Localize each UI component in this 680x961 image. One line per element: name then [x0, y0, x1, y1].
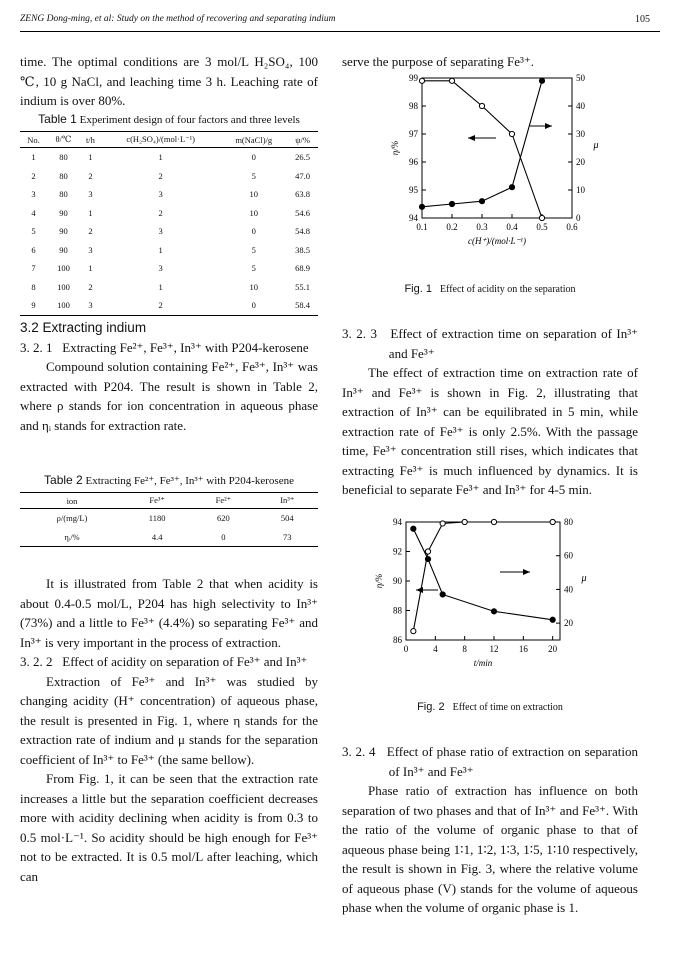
- table-cell: 90: [59, 244, 68, 255]
- table-cell: 8: [31, 281, 36, 292]
- table1-label: Table 1: [38, 112, 77, 126]
- x-tick-label: 0.6: [566, 222, 578, 232]
- section-number: 3. 2. 1: [20, 339, 53, 355]
- table-cell: 1: [88, 263, 93, 274]
- table-cell: 1: [158, 152, 163, 163]
- series-line: [422, 81, 542, 207]
- table-cell: 58.4: [295, 300, 311, 311]
- table-cell: 3: [88, 189, 93, 200]
- table-header-cell: θ/℃: [55, 134, 72, 144]
- table-row: [20, 509, 318, 528]
- data-point: [425, 549, 430, 554]
- y2-tick-label: 30: [576, 129, 585, 139]
- table2: [20, 473, 318, 547]
- table-row: [20, 259, 318, 278]
- data-point: [479, 199, 484, 204]
- y2-tick-label: 80: [564, 517, 573, 527]
- y2-tick-label: 10: [576, 185, 585, 195]
- series-line: [413, 522, 552, 631]
- table-cell: 54.8: [295, 226, 311, 237]
- table-cell: 90: [59, 226, 68, 237]
- data-point: [411, 629, 416, 634]
- data-point: [509, 185, 514, 190]
- table-cell: 0: [251, 152, 256, 163]
- data-point: [419, 78, 424, 83]
- section-title: Extracting Fe²⁺, Fe³⁺, In³⁺ with P204-kerosene: [62, 339, 309, 355]
- table-header-cell: Fe³⁺: [149, 495, 165, 505]
- x-axis-label: c(H⁺)/(mol·L⁻¹): [468, 236, 526, 246]
- table-cell: 80: [59, 152, 68, 163]
- table-row: [20, 241, 318, 260]
- table-header-cell: m(NaCl)/g: [235, 134, 273, 145]
- table-cell: 620: [217, 513, 230, 524]
- data-point: [539, 215, 544, 220]
- data-point: [419, 204, 424, 209]
- y-tick-label: 92: [393, 546, 402, 557]
- table-row: [20, 278, 318, 297]
- page-number: 105: [635, 14, 650, 25]
- data-point: [509, 131, 514, 136]
- left-column: [20, 52, 318, 111]
- y-tick-label: 94: [409, 213, 418, 223]
- section-title: Effect of acidity on separation of Fe³⁺ and In³⁺: [62, 654, 308, 669]
- y-tick-label: 98: [409, 101, 418, 111]
- table-cell: 4.4: [151, 531, 163, 542]
- table-cell: 5: [251, 170, 256, 181]
- table-cell: 1: [88, 152, 93, 163]
- table-cell: 1: [158, 281, 163, 292]
- y-tick-label: 88: [393, 605, 402, 616]
- table-header-cell: t/h: [85, 134, 95, 145]
- plot-frame: [422, 78, 572, 218]
- table-header-cell: ψ/%: [295, 134, 310, 145]
- paragraph-continue: serve the purpose of separating Fe³⁺.: [342, 54, 534, 69]
- y-axis-label: η/%: [390, 140, 400, 156]
- table-row: [20, 222, 318, 241]
- table-cell: 100: [57, 263, 70, 274]
- y2-tick-label: 20: [564, 618, 573, 629]
- table-cell: 10: [249, 207, 258, 218]
- table2-caption: [20, 473, 318, 488]
- section-number: 3. 2. 4: [342, 744, 376, 759]
- table-row: [20, 167, 318, 186]
- table-cell: 0: [251, 226, 256, 237]
- table-cell: 1180: [148, 513, 166, 524]
- intro-paragraph: time. The optimal conditions are 3 mol/L H₂SO₄, 100 ℃, 10 g NaCl, and leaching time 3 h. Leaching rate of indium is over 80%.: [20, 54, 318, 108]
- x-tick-label: 0.4: [506, 222, 518, 232]
- x-tick-label: 8: [462, 644, 467, 654]
- data-point: [440, 521, 445, 526]
- table-row: [20, 185, 318, 204]
- left-column-3: [20, 574, 318, 886]
- table-cell: 2: [88, 281, 93, 292]
- table-cell: 47.0: [295, 170, 311, 181]
- table-cell: 1: [88, 207, 93, 218]
- table-cell: 3: [158, 263, 163, 274]
- data-point: [440, 592, 445, 597]
- table-cell: 5: [251, 263, 256, 274]
- table-cell: 100: [57, 281, 70, 292]
- table-cell: ρ/(mg/L): [56, 513, 88, 524]
- table-cell: 90: [59, 207, 68, 218]
- fig2-chart: [374, 512, 610, 677]
- table-cell: 7: [31, 263, 36, 274]
- table-cell: 26.5: [295, 152, 311, 163]
- plot-frame: [406, 522, 560, 640]
- header-rule: [20, 31, 660, 32]
- table-cell: 80: [59, 170, 68, 181]
- fig2-caption: [342, 701, 638, 713]
- paragraph-3-2-1: Compound solution containing Fe²⁺, Fe³⁺, In³⁺ was extracted with P204. The result is shown in Table 2, where ρ stands for ion concentration in aqueous phase and ηᵢ stands for extraction rate.: [20, 359, 318, 433]
- y2-axis-label: μ: [581, 573, 587, 584]
- section-3-2-1-heading: [20, 338, 318, 358]
- table-cell: 2: [31, 170, 36, 181]
- running-title: ZENG Dong-ming, et al: Study on the method of recovering and separating indium: [20, 14, 336, 24]
- table2-grid: [20, 492, 318, 547]
- table-cell: 73: [283, 531, 292, 542]
- table-header-cell: ion: [66, 495, 78, 506]
- section-title: Effect of phase ratio of extraction on separation of In³⁺ and Fe³⁺: [386, 744, 638, 779]
- data-point: [550, 617, 555, 622]
- y-tick-label: 99: [409, 73, 418, 83]
- y2-tick-label: 20: [576, 157, 585, 167]
- table-cell: 10: [249, 189, 258, 200]
- table-cell: 38.5: [295, 244, 311, 255]
- y-tick-label: 95: [409, 185, 418, 195]
- section-3-2-3-heading: [342, 324, 638, 363]
- section-3-2-2-heading: [20, 652, 318, 672]
- data-point: [462, 519, 467, 524]
- table-cell: 4: [31, 207, 36, 218]
- table-cell: 2: [88, 170, 93, 181]
- section-title: Effect of extraction time on separation of In³⁺ and Fe³⁺: [388, 326, 639, 361]
- fig1-chart: [380, 70, 610, 265]
- x-tick-label: 0: [403, 644, 409, 654]
- table-cell: ηᵢ/%: [64, 531, 80, 542]
- table-cell: 68.9: [295, 263, 311, 274]
- y2-axis-label: μ: [593, 140, 599, 151]
- right-column-3: [342, 742, 638, 918]
- table-cell: 2: [158, 300, 163, 311]
- table-cell: 3: [88, 300, 93, 311]
- table-cell: 0: [221, 531, 226, 542]
- table-cell: 3: [88, 244, 93, 255]
- table-cell: 2: [88, 226, 93, 237]
- data-point: [411, 526, 416, 531]
- y2-tick-label: 50: [576, 73, 585, 83]
- table1-caption: [20, 112, 318, 127]
- table-cell: 2: [158, 170, 163, 181]
- x-axis-label: t/min: [473, 658, 493, 668]
- table-cell: 10: [249, 281, 258, 292]
- table-cell: 5: [251, 244, 256, 255]
- data-point: [550, 519, 555, 524]
- data-point: [449, 78, 454, 83]
- table-cell: 0: [251, 300, 256, 311]
- table-cell: 9: [31, 300, 36, 311]
- table-header-cell: c(H₂SO₄)/(mol·L⁻¹): [126, 134, 195, 144]
- y-tick-label: 96: [409, 157, 418, 167]
- y-tick-label: 86: [393, 635, 402, 645]
- paragraph-3-2-4: Phase ratio of extraction has influence on both separation of two phases and that of In³⁺ and Fe³⁺. With the ratio of the volume of organic phase to that of aqueous phase being 1∶1, 1∶2, 1∶3, 1∶5, 1∶10 respectively, the result is shown in Fig. 3, where the relative volume of aqueous phase (V) stands for the volume of aqueous phase when the volume of organic phase is 1.: [342, 783, 638, 915]
- paragraph-3-2-2a: Extraction of Fe³⁺ and In³⁺ was studied by changing acidity (H⁺ concentration) of aqueous phase, the result is presented in Fig. 1, where η stands for the extraction rate of indium and μ stands for the separation coefficient of In³⁺ to Fe³⁺ (the same bellow).: [20, 673, 318, 767]
- table2-title: Extracting Fe²⁺, Fe³⁺, In³⁺ with P204-kerosene: [85, 475, 294, 487]
- table-cell: 54.6: [295, 207, 311, 218]
- right-top-text: [342, 52, 638, 72]
- x-tick-label: 16: [518, 644, 528, 654]
- series-line: [413, 529, 552, 620]
- table-header-cell: In³⁺: [280, 495, 295, 505]
- y2-tick-label: 60: [564, 550, 573, 561]
- arrow-head: [523, 569, 530, 575]
- data-point: [479, 103, 484, 108]
- x-tick-label: 0.2: [446, 222, 458, 232]
- table2-label: Table 2: [44, 473, 83, 487]
- y-axis-label: η/%: [374, 573, 384, 589]
- table-cell: 6: [31, 244, 36, 255]
- section-3-2-heading: 3.2 Extracting indium: [20, 320, 147, 335]
- y2-tick-label: 40: [576, 101, 585, 111]
- table-cell: 80: [59, 189, 68, 200]
- fig1-caption: [342, 283, 638, 295]
- x-tick-label: 0.3: [476, 222, 488, 232]
- table-row: [20, 296, 318, 315]
- table-cell: 3: [158, 226, 163, 237]
- table-cell: 2: [158, 207, 163, 218]
- y-tick-label: 90: [393, 576, 402, 586]
- table-cell: 63.8: [295, 189, 311, 200]
- table1-title: Experiment design of four factors and three levels: [79, 114, 300, 126]
- section-number: 3. 2. 3: [342, 326, 377, 341]
- table-cell: 504: [280, 513, 294, 524]
- paragraph-3-2-2b: From Fig. 1, it can be seen that the extraction rate increases a little but the separation coefficient decreases more with acidity declining when acidity is from 0.3 to 0.5 mol·L⁻¹. So acidity should be high enough for Fe³⁺ not to be extracted. It is 0.5 mol/L after leaching, which can: [20, 771, 318, 884]
- x-tick-label: 0.1: [416, 222, 428, 232]
- table-header-cell: Fe²⁺: [215, 495, 232, 505]
- section-3-2-4-heading: [342, 742, 638, 781]
- table1-grid: [20, 131, 318, 316]
- table-cell: 3: [158, 189, 163, 200]
- y2-tick-label: 0: [576, 213, 581, 223]
- right-column-2: [342, 324, 638, 500]
- paragraph-3-2-3: The effect of extraction time on extraction rate of In³⁺ and Fe³⁺ is shown in Fig. 2, illustrating that extraction of In³⁺ can be equilibrated in 5 min, while extraction rate of Fe³⁺ is only 2.5%. With the passage time, Fe³⁺ concentration still rises, which indicates that extracting Fe³⁺ is much influenced by dynamics. It is beneficial to separate Fe³⁺ and In³⁺ for 4-5 min.: [342, 365, 638, 497]
- arrow-head: [545, 123, 552, 129]
- x-tick-label: 4: [433, 644, 438, 654]
- table-cell: 1: [31, 152, 36, 163]
- fig1-caption-text: Effect of acidity on the separation: [439, 284, 576, 295]
- table-header-cell: No.: [27, 134, 40, 145]
- y-tick-label: 94: [393, 517, 402, 527]
- data-point: [539, 78, 544, 83]
- paragraph-table2: It is illustrated from Table 2 that when acidity is about 0.4-0.5 mol/L, P204 has high selectivity to In³⁺ (73%) and a little to Fe³⁺ (4.4%) so separating Fe³⁺ and In³⁺ is very important in the process of extraction.: [20, 576, 318, 650]
- table1: [20, 112, 318, 316]
- data-point: [449, 201, 454, 206]
- data-point: [491, 519, 496, 524]
- fig1-label: Fig. 1: [404, 283, 432, 295]
- table-cell: 1: [158, 244, 163, 255]
- data-point: [491, 609, 496, 614]
- fig2-label: Fig. 2: [417, 701, 445, 713]
- section-number: 3. 2. 2: [20, 654, 53, 669]
- table-row: [20, 204, 318, 223]
- table-cell: 5: [31, 226, 36, 237]
- table-cell: 3: [31, 189, 36, 200]
- running-header: [20, 14, 660, 24]
- table-cell: 55.1: [295, 281, 311, 292]
- x-tick-label: 20: [548, 644, 558, 654]
- arrow-head: [416, 587, 423, 593]
- data-point: [425, 556, 430, 561]
- series-line: [422, 81, 542, 218]
- y2-tick-label: 40: [564, 584, 573, 595]
- arrow-head: [468, 135, 475, 141]
- table-row: [20, 528, 318, 547]
- fig2-caption-text: Effect of time on extraction: [452, 702, 563, 713]
- table-row: [20, 148, 318, 167]
- x-tick-label: 12: [489, 644, 499, 654]
- x-tick-label: 0.5: [536, 222, 548, 232]
- y-tick-label: 97: [409, 129, 418, 139]
- left-column-2: [20, 318, 318, 435]
- table-cell: 100: [57, 300, 70, 311]
